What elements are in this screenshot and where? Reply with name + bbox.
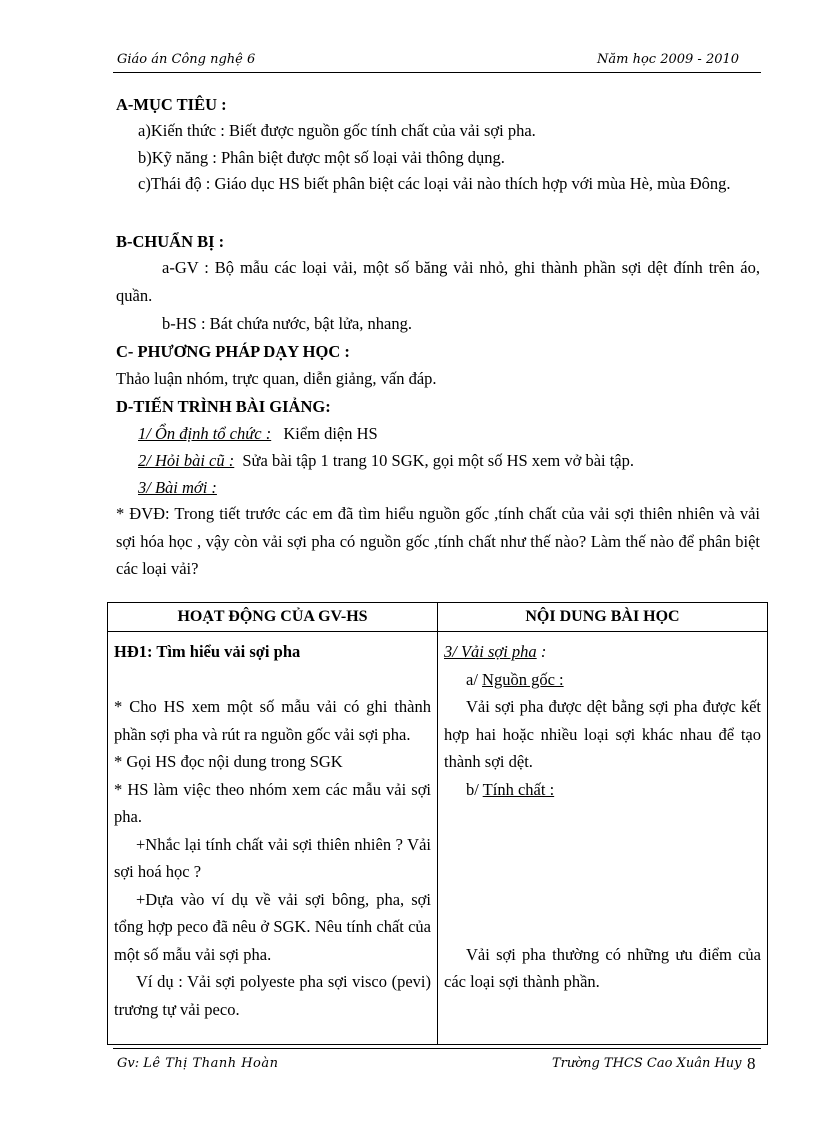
step-1-text: Kiểm diện HS [283, 424, 378, 443]
prep-student: b-HS : Bát chứa nước, bật lửa, nhang. [162, 314, 412, 333]
header-rule [113, 72, 761, 73]
property-prefix: b/ [466, 779, 483, 799]
step-2 [138, 451, 634, 471]
header-right: Năm học 2009 - 2010 [597, 52, 740, 67]
section-a-title: A-MỤC TIÊU : [116, 95, 227, 114]
content-cell [438, 632, 768, 1045]
step-1-label: 1/ Ổn định tổ chức : [138, 424, 272, 443]
section-c-title: C- PHƯƠNG PHÁP DẠY HỌC : [116, 342, 350, 361]
step-2-text: Sửa bài tập 1 trang 10 SGK, gọi một số HS xem vở bài tập. [242, 451, 635, 470]
step-3-label: 3/ Bài mới : [138, 478, 217, 497]
hd1-title: HĐ1: Tìm hiểu vải sợi pha [114, 642, 301, 661]
property-label: Tính chất : [482, 779, 555, 799]
lesson-table [107, 602, 768, 1045]
property-heading [444, 776, 761, 804]
content-heading-suffix: : [536, 642, 547, 661]
activities-cell [108, 632, 438, 1045]
step-1 [138, 424, 378, 444]
step-2-label: 2/ Hỏi bài cũ : [138, 451, 235, 470]
activity-5: +Dựa vào ví dụ về vải sợi bông, pha, sợi tổng hợp peco đã nêu ở SGK. Nêu tính chất của một số mẫu vải sợi pha. [114, 889, 431, 964]
objective-knowledge: a)Kiến thức : Biết được nguồn gốc tính chất của vải sợi pha. [138, 121, 536, 140]
objective-attitude: c)Thái độ : Giáo dục HS biết phân biệt các loại vải nào thích hợp với mùa Hè, mùa Đông. [138, 174, 731, 193]
prep-teacher: a-GV : Bộ mẫu các loại vải, một số băng vải nhỏ, ghi thành phần sợi dệt đính trên áo, quần. [116, 258, 760, 305]
footer-rule [113, 1048, 761, 1049]
origin-prefix: a/ [466, 669, 483, 689]
objective-skill: b)Kỹ năng : Phân biệt được một số loại vải thông dụng. [138, 148, 505, 167]
property-text: Vải sợi pha thường có những ưu điểm của các loại sợi thành phần. [444, 944, 761, 991]
table-header-row [108, 603, 768, 632]
table-row [108, 632, 768, 1045]
spacer [444, 803, 761, 941]
method-content: Thảo luận nhóm, trực quan, diễn giảng, vấn đáp. [116, 369, 437, 388]
activity-6: Ví dụ : Vải sợi polyeste pha sợi visco (pevi) trương tự vải peco. [114, 972, 431, 1019]
footer-school: Trường THCS Cao Xuân Huy [552, 1056, 742, 1071]
col-header-activities: HOẠT ĐỘNG CỦA GV-HS [108, 603, 438, 632]
section-d-title: D-TIẾN TRÌNH BÀI GIẢNG: [116, 397, 331, 416]
col-header-content: NỘI DUNG BÀI HỌC [438, 603, 768, 632]
header-left: Giáo án Công nghệ 6 [117, 52, 256, 67]
page-number: 8 [747, 1054, 756, 1073]
activity-2: * Gọi HS đọc nội dung trong SGK [114, 752, 343, 771]
content-heading-label: 3/ Vải sợi pha [444, 642, 537, 661]
activity-3: * HS làm việc theo nhóm xem các mẫu vải sợi pha. [114, 779, 431, 826]
spacer [114, 666, 431, 694]
origin-label: Nguồn gốc : [482, 669, 564, 689]
problem-statement: * ĐVĐ: Trong tiết trước các em đã tìm hiểu nguồn gốc ,tính chất của vải sợi thiên nhiên và vải sợi hóa học , vậy còn vải sợi pha có nguồn gốc ,tính chất như thế nào? Làm thế nào để phân biệt các loại vải? [116, 504, 760, 578]
footer-teacher-label: Gv: [117, 1056, 144, 1071]
section-b-title: B-CHUẨN BỊ : [116, 232, 225, 251]
activity-1: * Cho HS xem một số mẫu vải có ghi thành phần sợi pha và rút ra nguồn gốc vải sợi pha. [114, 697, 431, 744]
origin-text: Vải sợi pha được dệt bằng sợi pha được kết hợp hai hoặc nhiều loại sợi khác nhau để tạo thành sợi dệt. [444, 697, 761, 771]
activity-4: +Nhắc lại tính chất vải sợi thiên nhiên ? Vải sợi hoá học ? [114, 834, 431, 881]
origin-heading [444, 666, 761, 694]
content-heading [444, 638, 761, 666]
footer-teacher-name: Lê Thị Thanh Hoàn [143, 1056, 279, 1071]
footer-teacher [117, 1056, 279, 1071]
